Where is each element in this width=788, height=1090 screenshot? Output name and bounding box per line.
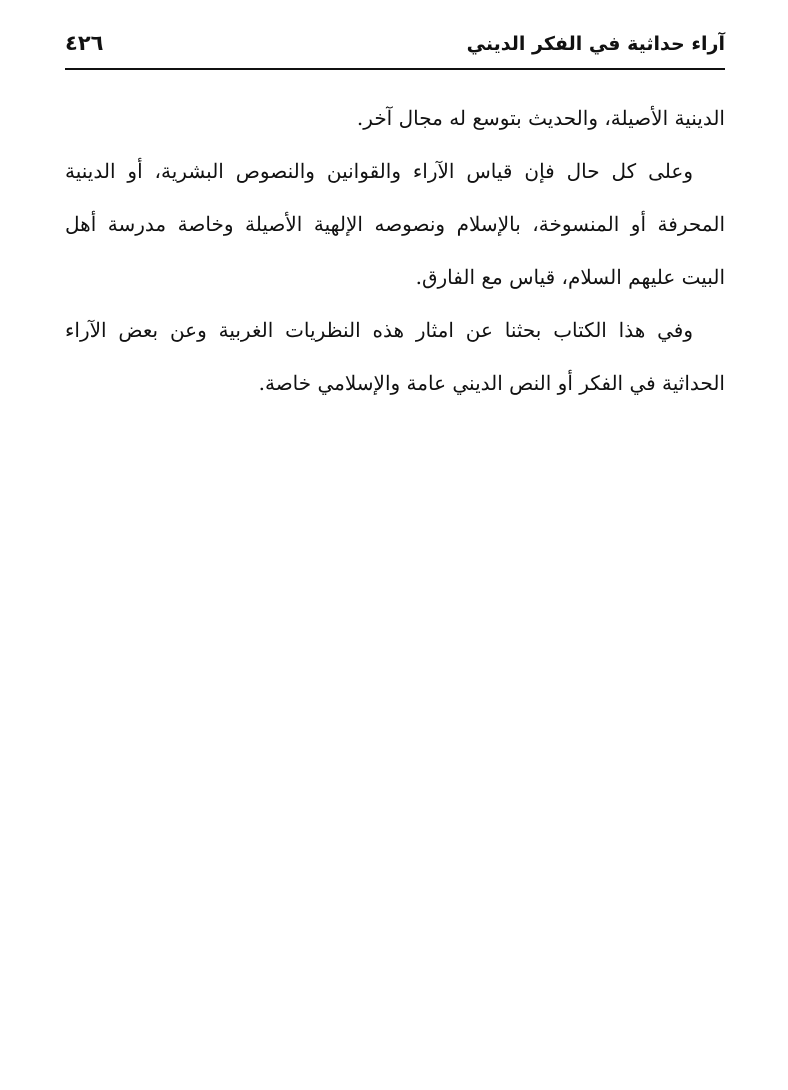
paragraph-continuation: الدينية الأصيلة، والحديث بتوسع له مجال آخر.	[356, 106, 725, 130]
paragraph: وفي هذا الكتاب بحثنا عن امثار هذه النظريات الغربية وعن بعض الآراء الحداثية في الفكر أو النص الديني عامة والإسلامي خاصة.	[65, 318, 725, 395]
body-text	[65, 92, 725, 410]
page-number: ٤٢٦	[65, 31, 104, 55]
page-header	[65, 28, 725, 66]
header-rule	[65, 68, 725, 70]
running-title: آراء حداثية في الفكر الديني	[466, 33, 725, 55]
paragraph: وعلى كل حال فإن قياس الآراء والقوانين والنصوص البشرية، أو الدينية المحرفة أو المنسوخة، بالإسلام ونصوصه الإلهية الأصيلة وخاصة مدرسة أهل البيت عليهم السلام، قياس مع الفارق.	[65, 159, 725, 289]
